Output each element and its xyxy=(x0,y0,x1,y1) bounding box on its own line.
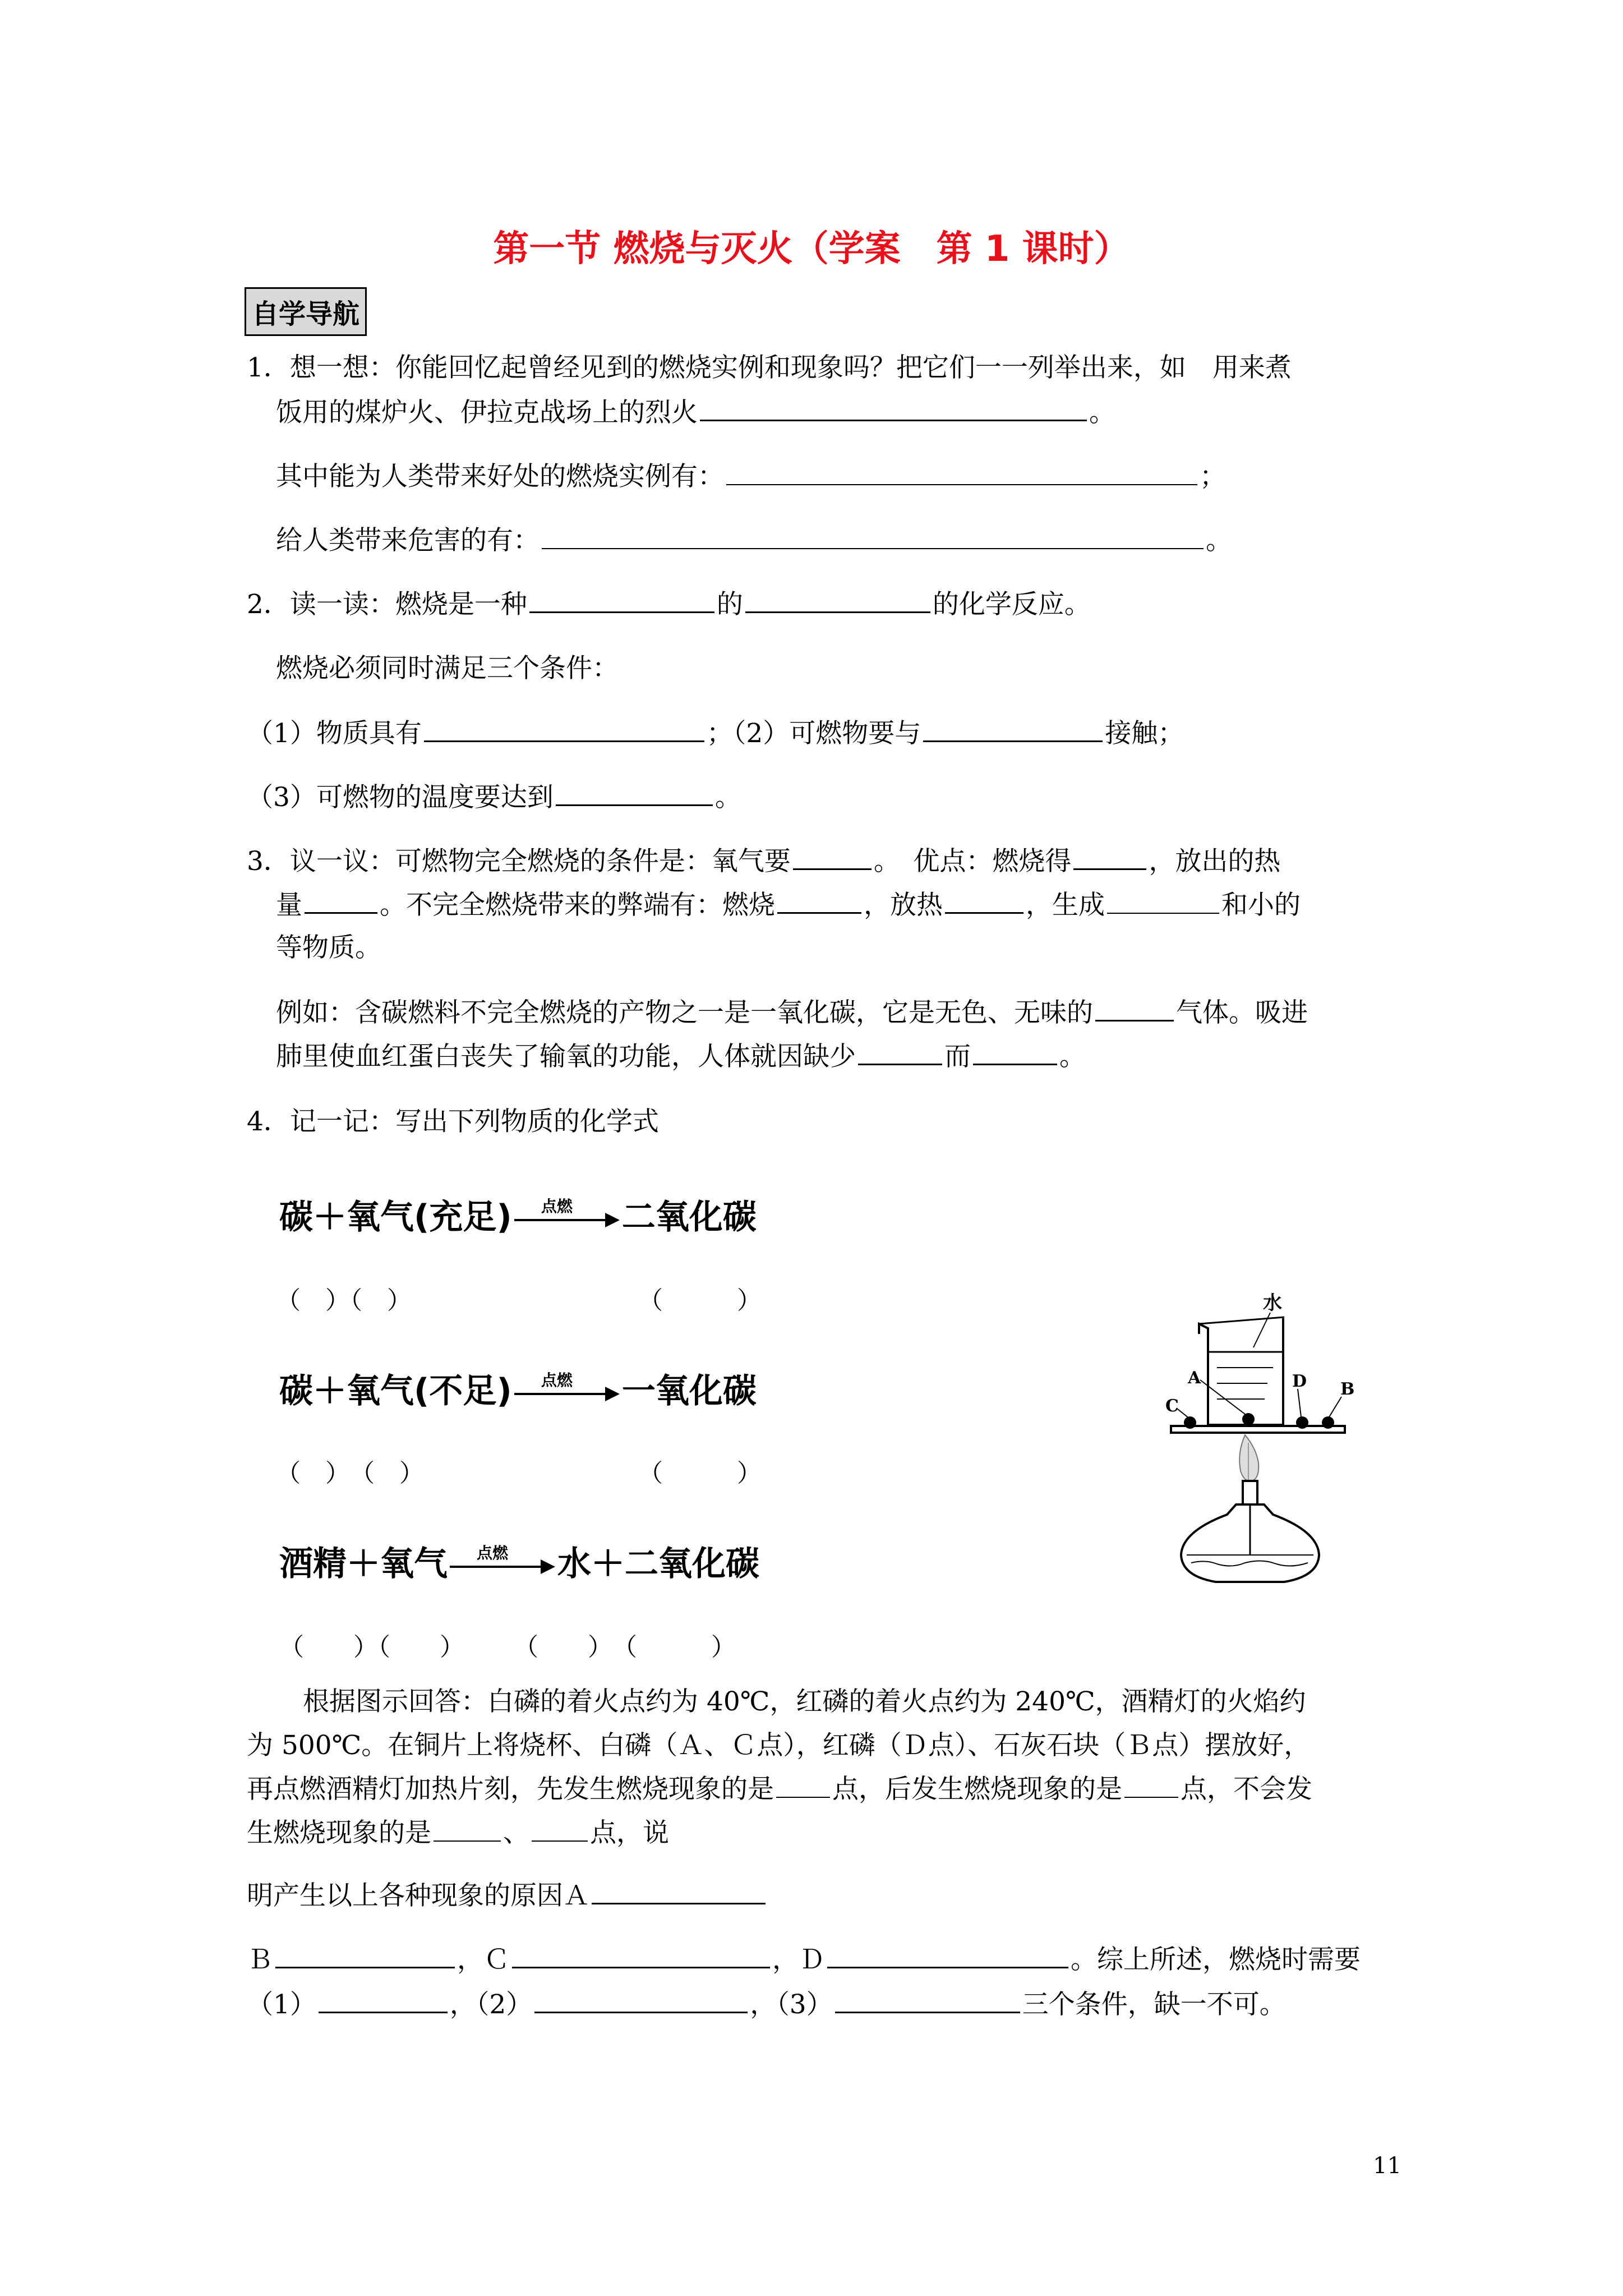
q3-line2-d: ，生成 xyxy=(1026,890,1105,921)
q5-line7-b: ，（2） xyxy=(449,1989,533,2020)
q3-line2-e: 和小的 xyxy=(1221,890,1301,921)
blank[interactable] xyxy=(275,1966,455,1968)
arrow-icon xyxy=(512,1197,622,1236)
blank[interactable] xyxy=(858,1063,942,1065)
section-label: 自学导航 xyxy=(245,287,367,336)
q3-line4-b: 气体。吸进 xyxy=(1176,997,1308,1028)
q5-line7-d: 三个条件，缺一不可。 xyxy=(1022,1989,1286,2020)
water-label: 水 xyxy=(1263,1292,1282,1314)
q5-line3-c: 点，不会发 xyxy=(1181,1774,1312,1805)
q5-line7-a: （1） xyxy=(247,1989,316,2020)
q2-line4-b: 。 xyxy=(714,782,741,813)
q3-line5-a: 肺里使血红蛋白丧失了输氧的功能，人体就因缺少 xyxy=(276,1041,856,1072)
q1-line4-end: 。 xyxy=(1206,525,1232,556)
blank[interactable] xyxy=(556,804,713,806)
q1-line2-text: 饭用的煤炉火、伊拉克战场上的烈火 xyxy=(276,397,698,428)
arrow-label: 点燃 xyxy=(476,1544,508,1563)
blank[interactable] xyxy=(777,912,861,914)
q3-line3: 等物质。 xyxy=(276,932,381,963)
eq3-parens: （ ）（ ） （ ） （ ） xyxy=(279,1633,736,1662)
q2-line1-a: 2．读一读：燃烧是一种 xyxy=(247,589,527,620)
q5-line6 xyxy=(247,1944,1361,1975)
label-d: D xyxy=(1292,1372,1307,1391)
q5-line5-text: 明产生以上各种现象的原因Ａ xyxy=(247,1880,589,1911)
q5-line4-b: 、 xyxy=(503,1818,529,1848)
blank[interactable] xyxy=(534,2011,748,2013)
q1-line4-text: 给人类带来危害的有： xyxy=(276,525,540,556)
label-a: A xyxy=(1188,1368,1201,1388)
arrow-icon xyxy=(448,1544,557,1582)
q3-line2-b: 。不完全燃烧带来的弊端有：燃烧 xyxy=(380,890,775,921)
q3-line1-c: ，放出的热 xyxy=(1149,846,1281,877)
equation-3 xyxy=(279,1537,759,1585)
blank[interactable] xyxy=(529,611,714,613)
q2-line3-c: 接触； xyxy=(1105,718,1184,749)
eq1-parens-b: （ ） xyxy=(638,1286,762,1315)
blank[interactable] xyxy=(305,912,377,914)
blank[interactable] xyxy=(434,1840,501,1842)
blank[interactable] xyxy=(1095,1019,1174,1022)
q1-line3-end: ； xyxy=(1200,461,1226,492)
blank[interactable] xyxy=(700,419,1087,421)
q3-line1-b: 。 优点：燃烧得 xyxy=(873,846,1072,877)
blank[interactable] xyxy=(1073,868,1146,870)
eq2-parens-a: （ ） （ ） xyxy=(276,1459,424,1488)
q3-line1-a: 3．议一议：可燃物完全燃烧的条件是：氧气要 xyxy=(247,846,791,877)
blank[interactable] xyxy=(319,2011,448,2013)
q5-line4-a: 生燃烧现象的是 xyxy=(247,1818,431,1848)
blank[interactable] xyxy=(1124,1796,1178,1798)
q2-line2: 燃烧必须同时满足三个条件： xyxy=(276,653,619,684)
q2-line1 xyxy=(247,591,1091,618)
q3-line5 xyxy=(276,1043,1086,1070)
equation-2 xyxy=(279,1364,757,1412)
eq1-left: 碳＋氧气(充足) xyxy=(279,1198,512,1237)
q2-line4-a: （3）可燃物的温度要达到 xyxy=(247,782,554,813)
eq3-left: 酒精＋氧气 xyxy=(279,1544,448,1584)
eq1-parens-a: （ ）（ ） xyxy=(276,1286,412,1315)
q5-line4-c: 点，说 xyxy=(590,1818,669,1848)
q2-line3-a: （1）物质具有 xyxy=(247,718,422,749)
q5-line2: 为 500℃。在铜片上将烧杯、白磷（Ａ、Ｃ点），红磷（Ｄ点）、石灰石块（Ｂ点）摆放好， xyxy=(247,1730,1311,1761)
q5-line6-d: 。综上所述，燃烧时需要 xyxy=(1071,1944,1361,1975)
q3-line2-c: ，放热 xyxy=(864,890,943,921)
q1-line3 xyxy=(276,463,1226,490)
blank[interactable] xyxy=(793,868,872,870)
q3-line1 xyxy=(247,848,1280,875)
q3-line2 xyxy=(276,890,1301,921)
q3-line5-b: 而 xyxy=(944,1041,971,1072)
eq2-parens-b: （ ） xyxy=(638,1459,762,1488)
q2-line1-b: 的 xyxy=(716,589,743,620)
blank[interactable] xyxy=(827,1966,1068,1968)
eq2-left: 碳＋氧气(不足) xyxy=(279,1372,512,1411)
arrow-label: 点燃 xyxy=(541,1371,573,1390)
q5-line3-a: 再点燃酒精灯加热片刻，先发生燃烧现象的是 xyxy=(247,1774,774,1805)
blank[interactable] xyxy=(973,1063,1057,1065)
blank[interactable] xyxy=(512,1966,770,1968)
equation-1 xyxy=(279,1190,757,1239)
q4-heading: 4．记一记：写出下列物质的化学式 xyxy=(247,1106,659,1137)
blank[interactable] xyxy=(424,740,704,742)
q3-line4 xyxy=(276,997,1308,1028)
q1-line2 xyxy=(276,399,1115,426)
q2-line3-b: ；（2）可燃物要与 xyxy=(706,718,921,749)
blank[interactable] xyxy=(835,2011,1020,2013)
q5-line7-c: ，（3） xyxy=(750,1989,833,2020)
q2-line3 xyxy=(247,720,1184,747)
q5-line6-c: ，Ｄ xyxy=(772,1944,825,1975)
q2-line4 xyxy=(247,784,741,811)
q5-line4 xyxy=(247,1820,669,1846)
q5-line3 xyxy=(247,1774,1312,1805)
q5-line1: 根据图示回答：白磷的着火点约为 40℃，红磷的着火点约为 240℃，酒精灯的火焰约 xyxy=(303,1686,1306,1717)
blank[interactable] xyxy=(745,611,930,613)
q1-line3-text: 其中能为人类带来好处的燃烧实例有： xyxy=(276,461,724,492)
blank[interactable] xyxy=(726,484,1197,485)
q5-line6-b: ，Ｃ xyxy=(457,1944,510,1975)
eq2-right: 一氧化碳 xyxy=(621,1372,757,1411)
q3-line5-c: 。 xyxy=(1059,1041,1086,1072)
eq1-right: 二氧化碳 xyxy=(621,1198,757,1237)
q5-line5 xyxy=(247,1880,768,1911)
page-title: 第一节 燃烧与灭火（学案 第 1 课时） xyxy=(493,228,1130,270)
q5-line3-b: 点，后发生燃烧现象的是 xyxy=(832,1774,1122,1805)
q2-line1-c: 的化学反应。 xyxy=(932,589,1091,620)
arrow-label: 点燃 xyxy=(541,1197,573,1216)
label-c: C xyxy=(1165,1396,1179,1416)
experiment-figure xyxy=(1133,1285,1368,1599)
q3-line2-a: 量 xyxy=(276,890,302,921)
q5-line7 xyxy=(247,1991,1286,2018)
eq3-right: 水＋二氧化碳 xyxy=(557,1544,759,1584)
blank[interactable] xyxy=(1107,912,1219,914)
q1-line1: 1．想一想：你能回忆起曾经见到的燃烧实例和现象吗？把它们一一列举出来，如 用来煮 xyxy=(247,352,1292,383)
blank[interactable] xyxy=(945,912,1023,914)
q3-line4-a: 例如：含碳燃料不完全燃烧的产物之一是一氧化碳，它是无色、无味的 xyxy=(276,997,1093,1028)
q5-line6-a: Ｂ xyxy=(247,1944,273,1975)
q1-line2-end: 。 xyxy=(1089,397,1115,428)
blank[interactable] xyxy=(923,740,1103,742)
arrow-icon xyxy=(512,1371,622,1410)
q1-line4 xyxy=(276,527,1232,554)
label-b: B xyxy=(1340,1379,1355,1399)
blank[interactable] xyxy=(542,547,1204,549)
blank[interactable] xyxy=(532,1840,588,1842)
blank[interactable] xyxy=(776,1796,830,1798)
blank[interactable] xyxy=(592,1902,766,1904)
page-number: 11 xyxy=(1373,2153,1401,2179)
